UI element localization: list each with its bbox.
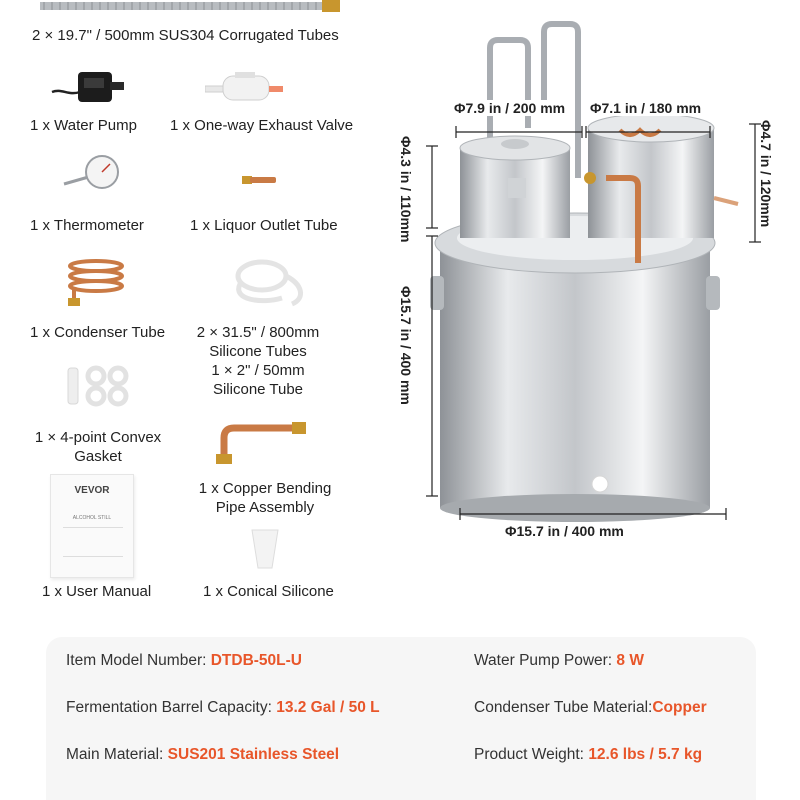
spec-label: Item Model Number:: [66, 652, 211, 669]
manual-brand: VEVOR: [74, 485, 110, 496]
spec-label: Condenser Tube Material:: [474, 699, 653, 716]
condenser-tube-label: 1 x Condenser Tube: [30, 324, 166, 341]
manual-lines: [63, 527, 123, 557]
left-pot-height-label: Φ4.3 in / 110mm: [398, 136, 414, 243]
spec-pump-power: [474, 652, 644, 670]
thermometer-image: [62, 154, 122, 194]
spec-label: Water Pump Power:: [474, 652, 617, 669]
top-left-width-label: Φ7.9 in / 200 mm: [454, 100, 566, 116]
copper-bending-pipe-image: [212, 418, 312, 466]
spec-condenser-material: [474, 699, 707, 717]
user-manual-image: [50, 474, 134, 578]
liquor-outlet-tube-image: [240, 168, 280, 192]
silicone-tubes-line-3: 1 × 2" / 50mm: [211, 362, 305, 379]
water-pump-label: 1 x Water Pump: [30, 117, 137, 134]
spec-value: 13.2 Gal / 50 L: [276, 699, 380, 716]
manual-title: ALCOHOL STILL: [72, 515, 112, 521]
gasket-line-2: Gasket: [74, 448, 122, 465]
liquor-outlet-tube-label: 1 x Liquor Outlet Tube: [190, 217, 338, 234]
silicone-tubes-line-1: 2 × 31.5" / 800mm: [196, 324, 320, 341]
dimension-lines: [420, 110, 800, 530]
top-right-width-label: Φ7.1 in / 180 mm: [590, 100, 702, 116]
spec-value: 8 W: [616, 652, 644, 669]
conical-silicone-image: [248, 526, 282, 572]
condenser-tube-image: [64, 256, 128, 308]
water-pump-image: [50, 62, 130, 108]
spec-main-material: [66, 746, 339, 764]
spec-product-weight: [474, 746, 702, 764]
spec-label: Fermentation Barrel Capacity:: [66, 699, 277, 716]
silicone-tubes-line-2: Silicone Tubes: [209, 343, 307, 360]
thermometer-label: 1 x Thermometer: [30, 217, 144, 234]
spec-value: 12.6 lbs / 5.7 kg: [588, 746, 703, 763]
spec-barrel-capacity: [66, 699, 380, 717]
right-pot-height-label: Φ4.7 in / 120mm: [758, 120, 774, 228]
corrugated-tube-image: [40, 0, 340, 14]
barrel-height-label: Φ15.7 in / 400 mm: [398, 286, 414, 405]
gasket-label: [24, 428, 172, 466]
silicone-tubes-line-4: Silicone Tube: [212, 381, 304, 398]
spec-value: SUS201 Stainless Steel: [167, 746, 340, 763]
spec-value: DTDB-50L-U: [210, 652, 302, 669]
copper-bending-pipe-label: [190, 479, 340, 517]
gasket-image: [64, 364, 134, 408]
spec-model-number: [66, 652, 302, 670]
silicone-tubes-label: [188, 323, 328, 399]
gasket-line-1: 1 × 4-point Convex: [34, 429, 162, 446]
spec-label: Product Weight:: [474, 746, 589, 763]
exhaust-valve-image: [205, 70, 285, 110]
conical-silicone-label: 1 x Conical Silicone: [203, 583, 334, 600]
user-manual-label: 1 x User Manual: [42, 583, 152, 600]
spec-value: Copper: [652, 699, 707, 716]
spec-label: Main Material:: [66, 746, 168, 763]
exhaust-valve-label: 1 x One-way Exhaust Valve: [170, 117, 354, 134]
corrugated-tubes-label: 2 × 19.7" / 500mm SUS304 Corrugated Tubes: [32, 27, 339, 44]
barrel-width-label: Φ15.7 in / 400 mm: [502, 523, 627, 539]
copper-pipe-line-2: Pipe Assembly: [215, 499, 315, 516]
silicone-tubes-image: [222, 254, 312, 314]
copper-pipe-line-1: 1 x Copper Bending: [198, 480, 332, 497]
